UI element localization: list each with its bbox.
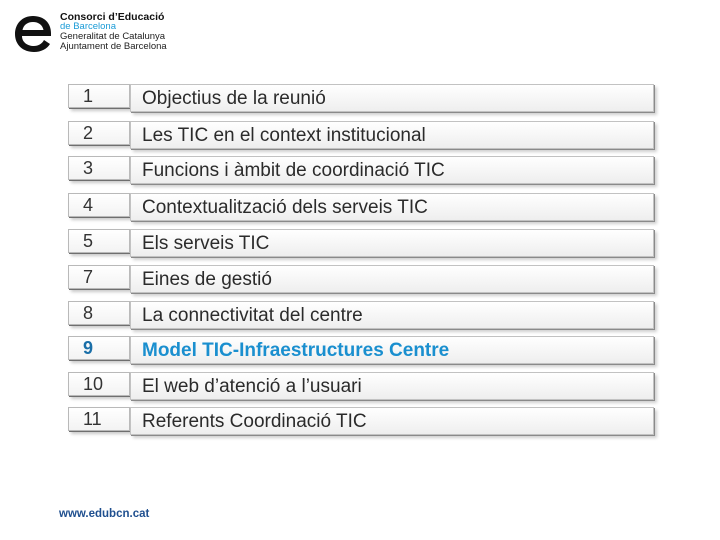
agenda-title-box <box>130 229 654 257</box>
agenda-title: El web d’atenció a l’usuari <box>142 376 362 397</box>
agenda-number-box <box>68 301 130 325</box>
agenda-title-box <box>130 193 654 221</box>
agenda-number: 9 <box>83 338 94 358</box>
agenda-number: 5 <box>83 231 94 251</box>
agenda-title-box <box>130 156 654 184</box>
agenda-number-box <box>68 193 130 217</box>
agenda-title: Referents Coordinació TIC <box>142 411 367 432</box>
agenda-number: 8 <box>83 303 94 323</box>
agenda-title: Funcions i àmbit de coordinació TIC <box>142 160 445 181</box>
agenda-number: 3 <box>83 158 94 178</box>
agenda-title-box <box>130 372 654 400</box>
agenda-number-box <box>68 156 130 180</box>
agenda-number-box <box>68 265 130 289</box>
agenda-item[interactable] <box>68 121 656 151</box>
agenda-title-box <box>130 265 654 293</box>
agenda-item[interactable] <box>68 372 656 402</box>
agenda-item[interactable] <box>68 265 656 295</box>
agenda-title: Objectius de la reunió <box>142 88 326 109</box>
agenda-title-box <box>130 336 654 364</box>
agenda-number: 1 <box>83 86 94 106</box>
agenda-item-current[interactable] <box>68 336 656 366</box>
agenda-number-box <box>68 372 130 396</box>
agenda-title: Les TIC en el context institucional <box>142 125 426 146</box>
agenda-title: Model TIC-Infraestructures Centre <box>142 340 450 361</box>
agenda-title: Els serveis TIC <box>142 233 270 254</box>
agenda-title-box <box>130 84 654 112</box>
brand-line-1: Consorci d’Educació <box>60 11 165 23</box>
agenda-title-box <box>130 301 654 329</box>
footer-url[interactable]: www.edubcn.cat <box>59 508 150 520</box>
agenda-title-box <box>130 407 654 435</box>
agenda-item[interactable] <box>68 229 656 259</box>
brand-line-3: Generalitat de Catalunya <box>60 31 166 42</box>
agenda-number: 10 <box>83 374 104 394</box>
agenda-title: Eines de gestió <box>142 269 272 290</box>
agenda-title: Contextualització dels serveis TIC <box>142 197 428 218</box>
agenda-title: La connectivitat del centre <box>142 305 363 326</box>
brand-line-4: Ajuntament de Barcelona <box>60 41 167 52</box>
agenda-number-box <box>68 84 130 108</box>
agenda-number-box <box>68 121 130 145</box>
agenda-number: 4 <box>83 195 94 215</box>
agenda-number-box <box>68 229 130 253</box>
agenda-item[interactable] <box>68 156 656 186</box>
agenda-item[interactable] <box>68 301 656 331</box>
brand-line-2: de Barcelona <box>60 21 116 32</box>
agenda-number: 11 <box>83 409 102 429</box>
agenda-item[interactable] <box>68 407 656 437</box>
agenda-number: 7 <box>83 267 94 287</box>
agenda-number-box <box>68 407 130 431</box>
agenda-number-box <box>68 336 130 360</box>
agenda-number: 2 <box>83 123 94 143</box>
agenda-item[interactable] <box>68 84 656 114</box>
agenda-item[interactable] <box>68 193 656 223</box>
agenda-title-box <box>130 121 654 149</box>
